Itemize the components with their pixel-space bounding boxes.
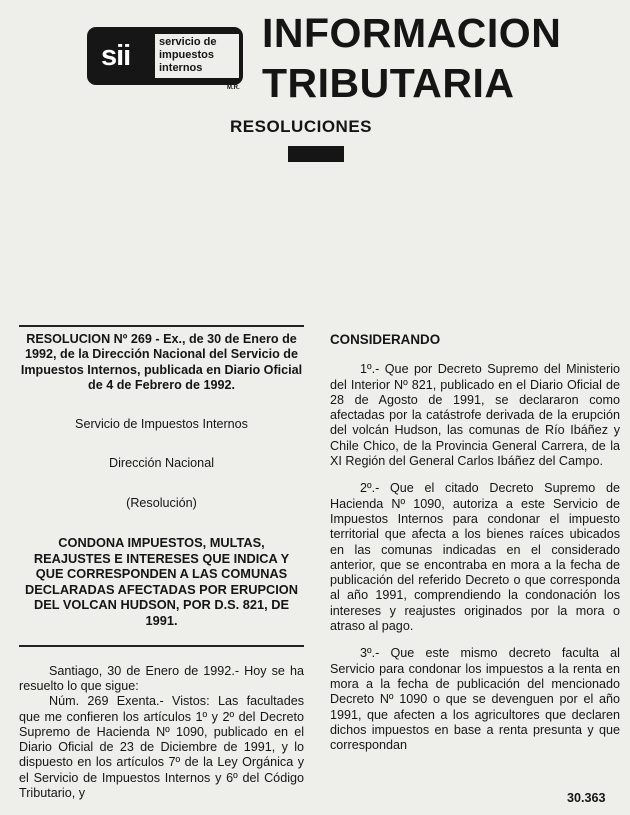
considerando-1: 1º.- Que por Decreto Supremo del Ministerio del Interior Nº 821, publicado en el Diario Oficial de 28 de Agosto de 1991, se declararon como afectadas por la catástrofe derivada de la erupción del volcán Hudson, las comunas de Río Ibáñez y Chile Chico, de la Provincia General Carrera, de la XI Región del General Carlos Ibáñez del Campo.: [330, 362, 620, 469]
logo-line-3: internos: [159, 62, 203, 74]
logo-line-1: servicio de: [159, 36, 217, 48]
section-title: RESOLUCIONES: [230, 117, 373, 136]
resolution-summary: CONDONA IMPUESTOS, MULTAS, REAJUSTES E INTERESES QUE INDICA Y QUE CORRESPONDEN A LAS COMUNAS DECLARADAS AFECTADAS POR ERUPCION DEL VOLCAN HUDSON, POR D.S. 821, DE 1991.: [24, 535, 298, 629]
resolution-title: RESOLUCION Nº 269 - Ex., de 30 de Enero de 1992, de la Dirección Nacional del Servicio de Impuestos Internos, publicada en Diario Oficial de 4 de Febrero de 1992.: [20, 332, 303, 392]
title-line-2: TRIBUTARIA: [262, 60, 515, 106]
considerando-3: 3º.- Que este mismo decreto faculta al Servicio para condonar los impuestos a la renta en mora a la fecha de publicación del mencionado Decreto Nº 1090 o que se devenguen por el año 1991, que afecten a los agricultores que declaren dichos impuestos en base a renta presunta y que correspondan: [330, 646, 620, 753]
section-divider-bar: [288, 146, 344, 162]
logo-mark: sii: [101, 40, 131, 72]
summary-rule: [19, 645, 304, 647]
left-column: [19, 332, 304, 801]
logo-label: [155, 34, 239, 78]
logo-line-2: impuestos: [159, 49, 215, 61]
paragraph-vistos: Núm. 269 Exenta.- Vistos: Las facultades que me confieren los artículos 1º y 2º del Decreto Supremo de Hacienda Nº 1090, publicado en el Diario Oficial de 23 de Diciembre de 1991, y lo dispuesto en los artículos 7º de la Ley Orgánica y el Servicio de Impuestos Internos y 6º del Código Tributario, y: [19, 694, 304, 801]
document-type: (Resolución): [126, 495, 197, 510]
top-rule-left: [19, 325, 304, 327]
right-column: [330, 332, 620, 753]
sii-logo: [87, 27, 243, 91]
paragraph-date: Santiago, 30 de Enero de 1992.- Hoy se ha resuelto lo que sigue:: [19, 663, 304, 693]
publication-title: [262, 8, 561, 108]
issuer: Servicio de Impuestos Internos: [75, 417, 248, 432]
title-line-1: INFORMACION: [262, 10, 562, 56]
page-number: 30.363: [567, 791, 606, 805]
office: Dirección Nacional: [109, 456, 214, 471]
considerando-2: 2º.- Que el citado Decreto Supremo de Hacienda Nº 1090, autoriza a este Servicio de Impuestos Internos para condonar el impuesto territorial que afecta a los bienes raíces ubicados en las comunas indicadas en el considerado anterior, que se encontraba en mora a la fecha de publicación del referido Decreto o que corresponda al año 1991, comprendiendo la condonación los intereses y reajustes originados por la mora o atraso al pago.: [330, 481, 620, 634]
logo-registered-mark: M.R.: [227, 85, 240, 91]
considerando-heading: CONSIDERANDO: [330, 332, 441, 347]
